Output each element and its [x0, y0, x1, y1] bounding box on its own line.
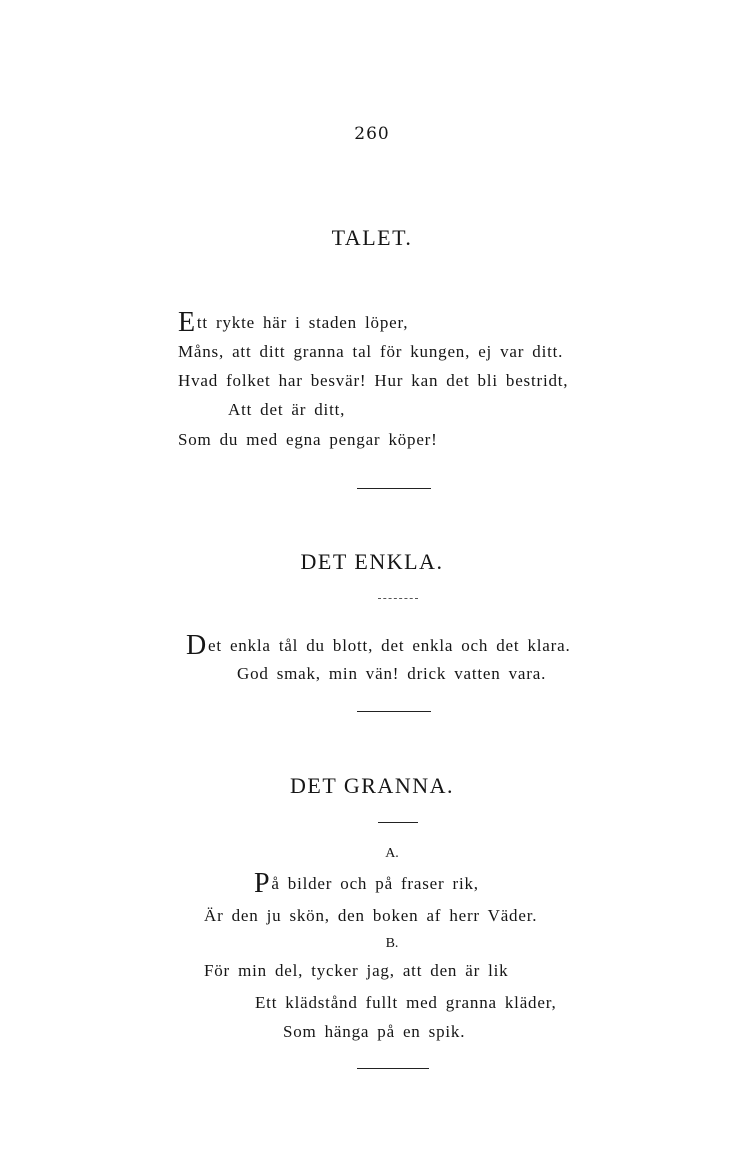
dropcap: D — [186, 630, 208, 661]
poem-line-text: tt rykte här i staden löper, — [196, 313, 409, 332]
poem-line-text: å bilder och på fraser rik, — [271, 874, 479, 893]
poem-line — [178, 309, 408, 337]
poem-line: Måns, att ditt granna tal för kungen, ej var ditt. — [178, 342, 564, 361]
poem-line-text: et enkla tål du blott, det enkla och det klara. — [208, 636, 571, 655]
poem-line: God smak, min vän! drick vatten vara. — [237, 664, 547, 683]
poem-line — [254, 870, 479, 898]
poem-line: Att det är ditt, — [228, 400, 346, 419]
dropcap: P — [254, 868, 271, 899]
title-ornament — [378, 598, 418, 599]
section-divider — [357, 711, 431, 712]
section-divider — [357, 488, 431, 489]
poem-line — [186, 632, 571, 660]
poem-line: Hvad folket har besvär! Hur kan det bli bestridt, — [178, 371, 569, 390]
poem-line: För min del, tycker jag, att den är lik — [204, 961, 509, 980]
section-title-enkla: DET ENKLA. — [300, 549, 444, 574]
section-title-talet: TALET. — [331, 225, 413, 250]
page-number: 260 — [354, 124, 390, 144]
poem-line: Som hänga på en spik. — [283, 1022, 466, 1041]
title-ornament — [378, 822, 418, 823]
speaker-label: A. — [385, 846, 399, 861]
section-divider — [357, 1068, 429, 1069]
poem-line: Ett klädstånd fullt med granna kläder, — [255, 993, 557, 1012]
dropcap: E — [178, 307, 196, 338]
section-title-granna: DET GRANNA. — [290, 773, 454, 798]
poem-line: Som du med egna pengar köper! — [178, 430, 438, 449]
speaker-label: B. — [385, 936, 399, 951]
poem-line: Är den ju skön, den boken af herr Väder. — [204, 906, 538, 925]
